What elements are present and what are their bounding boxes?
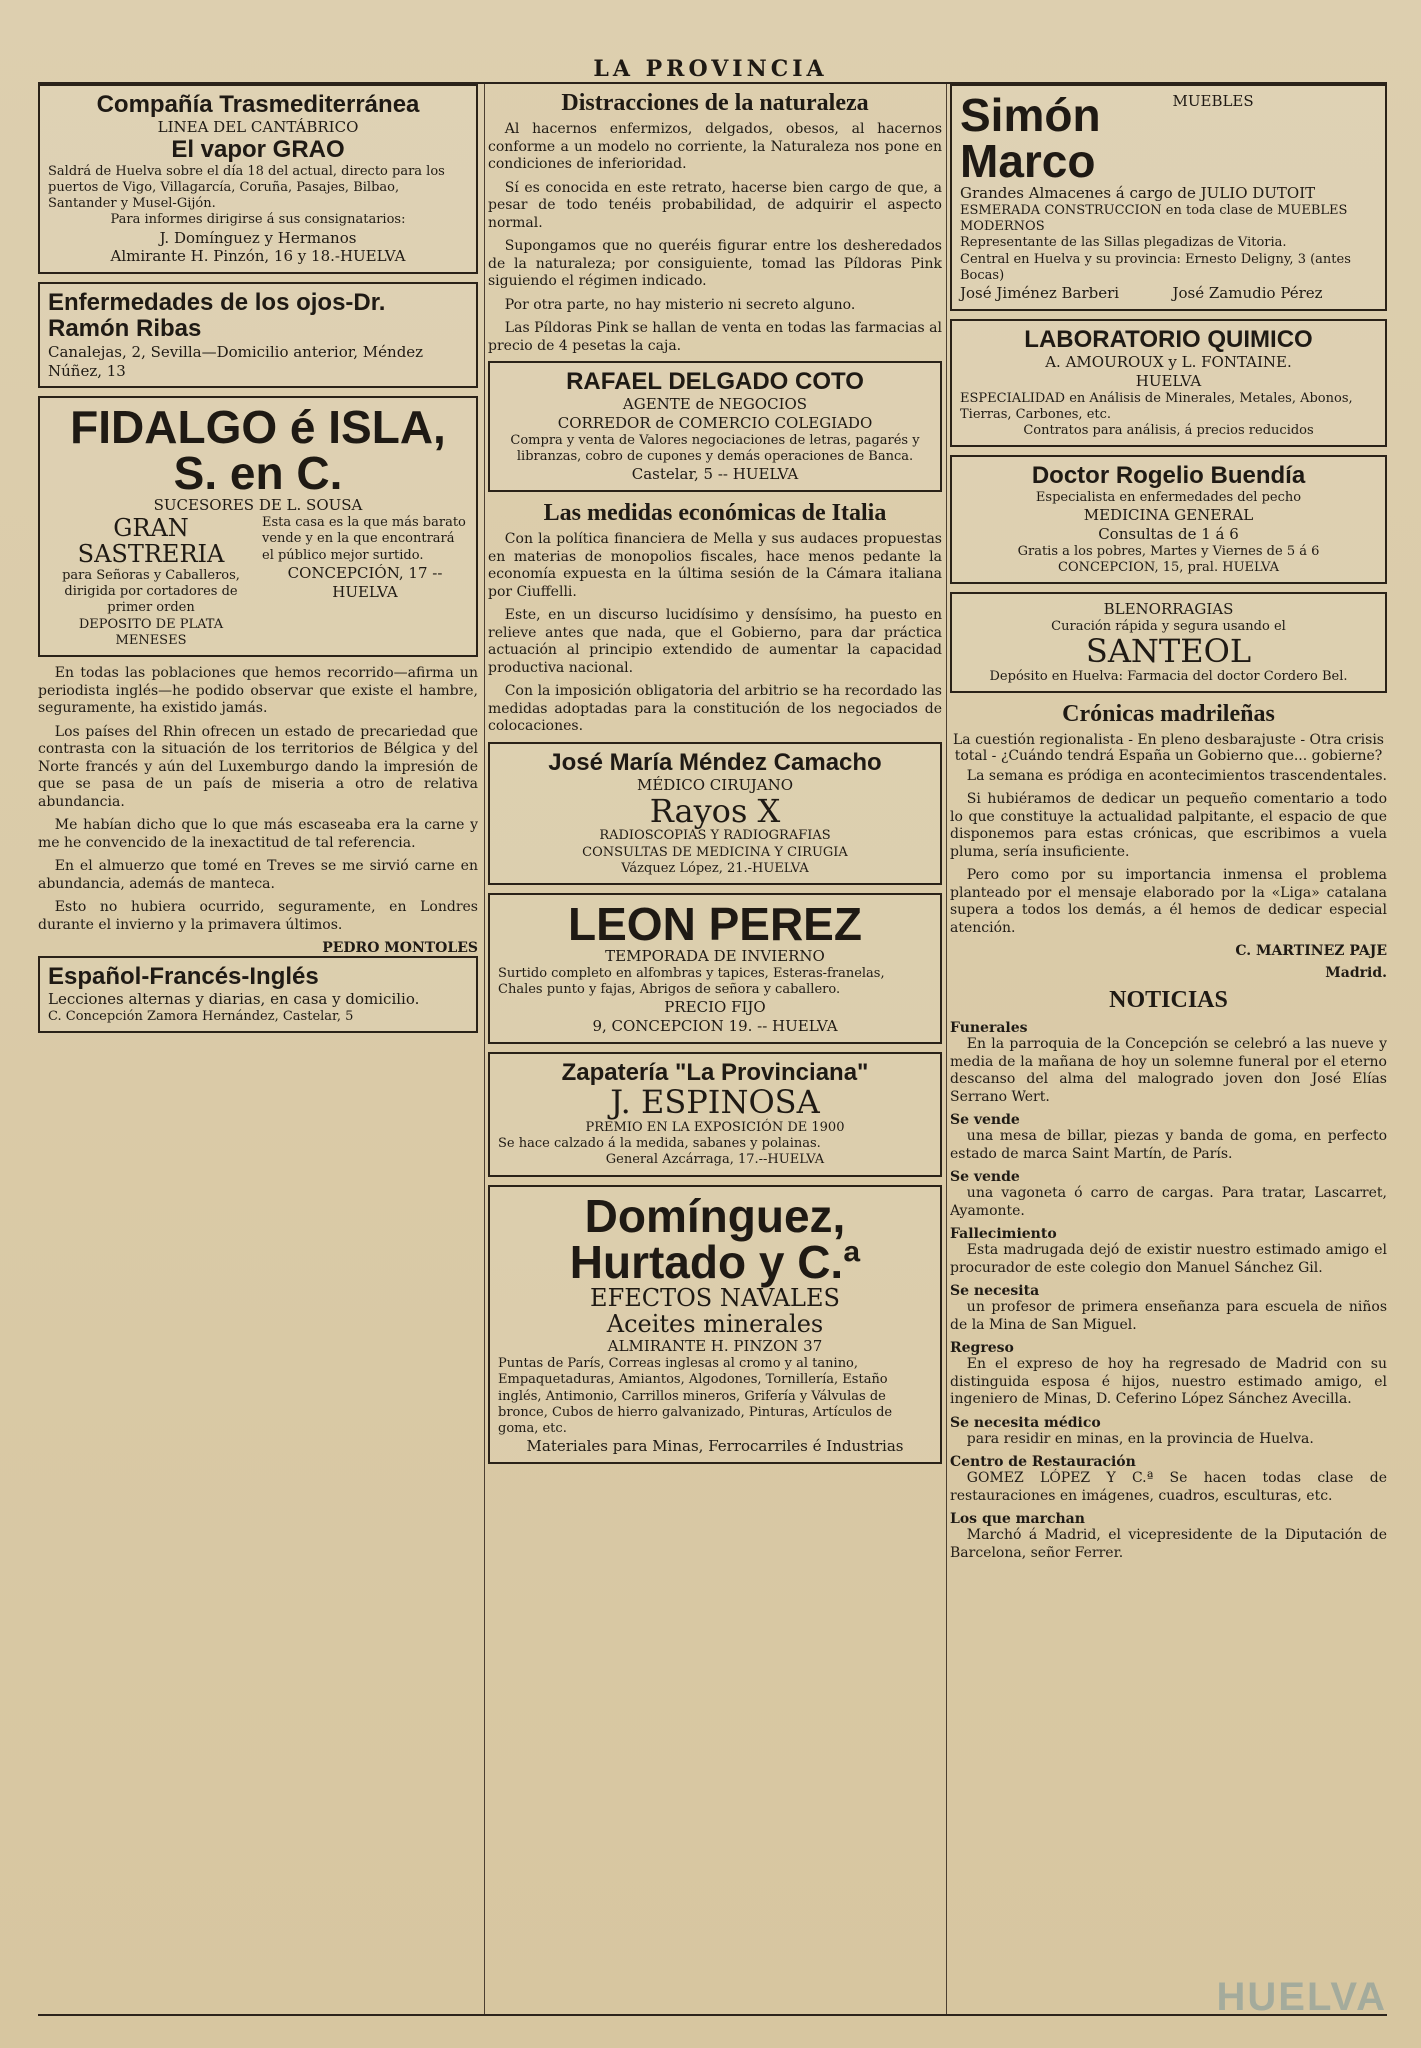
cronicas-author: C. MARTINEZ PAJE xyxy=(1235,943,1387,960)
simon-reps xyxy=(960,284,1377,303)
agent-role: AGENTE de NEGOCIOS xyxy=(622,395,808,414)
oculist-address: Canalejas, 2, Sevilla—Domicilio anterior, Méndez Núñez, 13 xyxy=(48,342,424,380)
santeol-line: Curación rápida y segura usando el xyxy=(1051,618,1286,634)
shoe-award: PREMIO EN LA EXPOSICIÓN DE 1900 xyxy=(585,1119,845,1135)
italy-title: Las medidas económicas de Italia xyxy=(543,500,887,527)
left-article-p4: En el almuerzo que tomé en Treves se me sirvió carne en abundancia, además de manteca. xyxy=(38,858,478,892)
middle-top-p1: Al hacernos enfermizos, delgados, obesos, al hacernos conforme a un modelo no corriente, la Naturaleza nos pone en condiciones de inferioridad. xyxy=(488,121,942,172)
middle-column xyxy=(488,84,942,2014)
simon-title-row xyxy=(960,89,1377,187)
noticias-section xyxy=(950,987,1387,1562)
shoe-title: Zapatería "La Provinciana" xyxy=(561,1058,869,1086)
dominguez-ad xyxy=(488,1185,942,1465)
shoe-address: General Azcárraga, 17.--HUELVA xyxy=(605,1152,825,1168)
ship-ad-vessel: El vapor GRAO xyxy=(171,136,345,164)
ship-ad xyxy=(38,84,478,274)
italy-article xyxy=(488,500,942,736)
buendia-ad xyxy=(950,455,1387,584)
noticias-text-7: GOMEZ LÓPEZ Y C.ª Se hacen todas clase de restauraciones en imágenes, cuadros, esculturas, etc. xyxy=(950,1470,1387,1504)
simon-line3: Representante de las Sillas plegadizas de Vitoria. xyxy=(960,235,1287,251)
dominguez-oils: Aceites minerales xyxy=(606,1310,824,1338)
ship-ad-agents: J. Domínguez y Hermanos xyxy=(159,228,357,247)
buendia-specialty: Especialista en enfermedades del pecho xyxy=(1035,489,1302,505)
agent-address: Castelar, 5 -- HUELVA xyxy=(631,465,799,484)
noticias-head-6: Se necesita médico xyxy=(950,1414,1101,1431)
ship-ad-title: Compañía Trasmediterránea xyxy=(96,91,420,118)
lab-names: A. AMOUROUX y L. FONTAINE. xyxy=(1045,353,1292,372)
buendia-free: Gratis a los pobres, Martes y Viernes de 5 á 6 xyxy=(1017,543,1320,559)
dominguez-footer: Materiales para Minas, Ferrocarriles é Industrias xyxy=(526,1437,904,1456)
middle-top-article xyxy=(488,90,942,355)
shoe-text: Se hace calzado á la medida, sabanes y polainas. xyxy=(498,1136,821,1152)
class-notice xyxy=(38,956,478,1033)
footer-rule xyxy=(38,2014,1387,2016)
class-notice-text: Lecciones alternas y diarias, en casa y domicilio. xyxy=(48,990,420,1009)
doctor-extra: CONSULTAS DE MEDICINA Y CIRUGIA xyxy=(582,844,848,860)
noticias-head-3: Fallecimiento xyxy=(950,1226,1057,1243)
shoe-name: J. ESPINOSA xyxy=(610,1083,820,1122)
oculist-ad xyxy=(38,282,478,388)
middle-top-p3: Supongamos que no queréis figurar entre los desheredados de la naturaleza; por consiguiente, tomad las Píldoras Pink siguiendo el régimen indicado. xyxy=(488,238,942,289)
santeol-ad xyxy=(950,592,1387,693)
noticias-head-0: Funerales xyxy=(950,1020,1028,1037)
noticias-head-2: Se vende xyxy=(950,1169,1020,1186)
tailor-side: Esta casa es la que más barato vende y en la que encontrará el público mejor surtido. xyxy=(262,515,466,563)
tailor-line1: GRAN SASTRERIA xyxy=(77,514,225,569)
oculist-title: Enfermedades de los ojos-Dr. Ramón Ribas xyxy=(48,289,386,343)
noticias-text-5: En el expreso de hoy ha regresado de Madrid con su distinguida esposa é hijos, nuestro estimado amigo, el ingeniero de Minas, D. Ceferino López Sánchez Avecilla. xyxy=(950,1356,1387,1408)
dominguez-title: Domínguez, Hurtado y C.ª xyxy=(569,1189,861,1288)
simon-line4: Central en Huelva y su provincia: Ernesto Deligny, 3 (antes Bocas) xyxy=(960,251,1351,283)
agent-ad xyxy=(488,361,942,492)
leon-price: PRECIO FIJO xyxy=(664,998,766,1017)
noticias-title: NOTICIAS xyxy=(1109,987,1228,1014)
tailor-address: CONCEPCIÓN, 17 -- HUELVA xyxy=(287,563,443,601)
left-article-p2: Los países del Rhin ofrecen un estado de precariedad que contrasta con la situación de los territorios de Bélgica y del Norte francés y aún del Luxemburgo dando la impresión de que se pasa de un país de miseria a otro de relativa abundancia. xyxy=(38,723,478,810)
watermark: HUELVA xyxy=(1216,1975,1387,2019)
doctor-name: José María Méndez Camacho xyxy=(548,748,882,776)
simon-line2: ESMERADA CONSTRUCCION en toda clase de MUEBLES MODERNOS xyxy=(960,202,1348,234)
simon-ad xyxy=(950,84,1387,311)
simon-title: Simón Marco xyxy=(960,89,1101,187)
masthead: LA PROVINCIA xyxy=(593,56,828,82)
left-article-author: PEDRO MONTOLES xyxy=(322,940,478,957)
simon-right-rep: José Zamudio Pérez xyxy=(1172,284,1323,302)
simon-left-rep: José Jiménez Barberi xyxy=(960,284,1120,302)
middle-top-p4: Por otra parte, no hay misterio ni secreto alguno. xyxy=(504,296,856,313)
leon-ad xyxy=(488,893,942,1044)
noticias-head-8: Los que marchan xyxy=(950,1511,1085,1528)
noticias-text-6: para residir en minas, en la provincia de Huelva. xyxy=(966,1430,1314,1447)
right-column xyxy=(950,84,1387,2014)
lab-city: HUELVA xyxy=(1135,371,1202,390)
dominguez-sub: EFECTOS NAVALES xyxy=(590,1283,840,1312)
tailor-split xyxy=(48,515,468,649)
tailor-title: FIDALGO é ISLA, S. en C. xyxy=(70,401,446,500)
cronicas-subtitle: La cuestión regionalista - En pleno desbarajuste - Otra crisis total - ¿Cuándo tendrá España un Gobierno que... gobierne? xyxy=(953,731,1384,764)
cronicas-p2: Si hubiéramos de dedicar un pequeño comentario a todo lo que constituye la actualidad palpitante, el espacio de que disponemos para estas crónicas, que escribimos a vuela pluma, sería insuficiente. xyxy=(950,791,1387,860)
cronicas-p3: Pero como por su importancia inmensa el problema planteado por el mensaje elaborado por la «Liga» catalana supera a todos los demás, a él hemos de dedicar especial atención. xyxy=(950,867,1387,936)
left-column xyxy=(38,84,478,2014)
santeol-title: BLENORRAGIAS xyxy=(1103,600,1234,619)
simon-tag: MUEBLES xyxy=(1172,92,1254,110)
agent-desc: Compra y venta de Valores negociaciones de letras, pagarés y libranzas, cobro de cupones y demás operaciones de Banca. xyxy=(510,432,920,465)
cronicas-title: Crónicas madrileñas xyxy=(1062,700,1275,727)
noticias-text-4: un profesor de primera enseñanza para escuela de niños de la Mina de San Miguel. xyxy=(950,1299,1387,1333)
class-notice-title: Español-Francés-Inglés xyxy=(48,963,319,991)
left-article xyxy=(38,665,478,956)
noticias-text-8: Marchó á Madrid, el vicepresidente de la Diputación de Barcelona, señor Ferrer. xyxy=(950,1527,1387,1561)
leon-title: LEON PEREZ xyxy=(568,898,862,951)
ship-ad-details: Saldrá de Huelva sobre el día 18 del actual, directo para los puertos de Vigo, Villagarcía, Coruña, Pasajes, Bilbao, Santander y Musel-Gijón. xyxy=(48,163,445,212)
ship-ad-line: LINEA DEL CANTÁBRICO xyxy=(157,118,359,137)
italy-p3: Con la imposición obligatoria del arbitrio se ha recordado las medidas adoptadas para la constitución de los negociados de colocaciones. xyxy=(488,683,942,735)
doctor-services: RADIOSCOPIAS Y RADIOGRAFIAS xyxy=(599,828,831,844)
class-notice-address: C. Concepción Zamora Hernández, Castelar, 5 xyxy=(48,1009,354,1025)
buendia-address: CONCEPCION, 15, pral. HUELVA xyxy=(1058,559,1279,575)
lab-specialty: ESPECIALIDAD en Análisis de Minerales, Metales, Abonos, Tierras, Carbones, etc. xyxy=(960,390,1353,422)
agent-line: CORREDOR de COMERCIO COLEGIADO xyxy=(557,414,873,433)
buendia-title: Doctor Rogelio Buendía xyxy=(1031,462,1306,490)
middle-top-p2: Sí es conocida en este retrato, hacerse bien cargo de que, a pesar de todo tenéis probabilidad, de adquirir el aspecto normal. xyxy=(488,179,942,231)
noticias-text-3: Esta madrugada dejó de existir nuestro estimado amigo el procurador de este colegio don Manuel Sánchez Gil. xyxy=(950,1242,1387,1276)
doctor-role: MÉDICO CIRUJANO xyxy=(636,776,793,795)
buendia-medicine: MEDICINA GENERAL xyxy=(1083,506,1254,525)
left-article-p1: En todas las poblaciones que hemos recorrido—afirma un periodista inglés—he podido observar que existe el hambre, seguramente, ha existido jamás. xyxy=(38,665,478,717)
ship-ad-address: Almirante H. Pinzón, 16 y 18.-HUELVA xyxy=(110,247,406,266)
santeol-product: SANTEOL xyxy=(1085,632,1252,671)
middle-top-p5: Las Píldoras Pink se hallan de venta en todas las farmacias al precio de 4 pesetas la caja. xyxy=(488,320,942,354)
simon-line1: Grandes Almacenes á cargo de JULIO DUTOIT xyxy=(960,184,1316,202)
shoe-ad xyxy=(488,1052,942,1177)
tailor-line2: para Señoras y Caballeros, dirigida por cortadores de primer orden xyxy=(62,567,240,616)
lab-title: LABORATORIO QUIMICO xyxy=(1024,325,1313,353)
tailor-line3: DEPOSITO DE PLATA MENESES xyxy=(78,616,224,648)
column-divider-2 xyxy=(946,84,947,2014)
rayos-title: Rayos X xyxy=(649,791,781,830)
leon-text: Surtido completo en alfombras y tapices, Esteras-franelas, Chales punto y fajas, Abrigos de señora y caballero. xyxy=(498,965,885,998)
leon-address: 9, CONCEPCION 19. -- HUELVA xyxy=(592,1017,838,1036)
italy-p2: Este, en un discurso lucidísimo y densísimo, ha puesto en relieve antes que nada, que el Gobierno, para dar práctica actuación al principio extendido de aumentar la capacidad productiva nacional. xyxy=(488,607,942,676)
dominguez-address: ALMIRANTE H. PINZON 37 xyxy=(607,1337,823,1356)
noticias-head-7: Centro de Restauración xyxy=(950,1454,1136,1471)
leon-subtitle: TEMPORADA DE INVIERNO xyxy=(605,947,825,966)
doctor-ad xyxy=(488,742,942,885)
left-article-p5: Esto no hubiera ocurrido, seguramente, en Londres durante el invierno y la primavera últimos. xyxy=(38,899,478,933)
italy-p1: Con la política financiera de Mella y sus audaces propuestas en materias de monopolios fiscales, hace menos pedante la economía expuesta en la última sesión de la Cámara italiana por Ciuffelli. xyxy=(488,531,942,600)
tailor-ad xyxy=(38,396,478,657)
tailor-subtitle: SUCESORES DE L. SOUSA xyxy=(153,496,363,515)
ship-ad-intro: Para informes dirigirse á sus consignatarios: xyxy=(110,212,406,228)
buendia-hours: Consultas de 1 á 6 xyxy=(1098,524,1239,543)
cronicas-article xyxy=(950,701,1387,982)
santeol-address: Depósito en Huelva: Farmacia del doctor Cordero Bel. xyxy=(989,668,1348,684)
noticias-head-4: Se necesita xyxy=(950,1283,1040,1300)
agent-name: RAFAEL DELGADO COTO xyxy=(566,368,864,395)
noticias-text-1: una mesa de billar, piezas y banda de goma, en perfecto estado de marca Saint Martín, de París. xyxy=(950,1128,1387,1162)
doctor-address: Vázquez López, 21.-HUELVA xyxy=(621,860,809,876)
cronicas-city: Madrid. xyxy=(1325,965,1387,982)
noticias-text-2: una vagoneta ó carro de cargas. Para tratar, Lascarret, Ayamonte. xyxy=(950,1185,1387,1219)
middle-top-title: Distracciones de la naturaleza xyxy=(561,90,869,116)
noticias-text-0: En la parroquia de la Concepción se celebró a las nueve y media de la mañana de hoy un solemne funeral por el eterno descanso del alma del malogrado joven don José Elías Serrano Wert. xyxy=(950,1036,1387,1105)
noticias-head-5: Regreso xyxy=(950,1340,1014,1357)
lab-note: Contratos para análisis, á precios reducidos xyxy=(1023,423,1314,439)
lab-ad xyxy=(950,319,1387,448)
cronicas-p1: La semana es pródiga en acontecimientos trascendentales. xyxy=(966,767,1387,784)
noticias-head-1: Se vende xyxy=(950,1112,1020,1129)
column-divider-1 xyxy=(484,84,485,2014)
dominguez-items: Puntas de París, Correas inglesas al cromo y al tanino, Empaquetaduras, Amiantos, Algodones, Tornillería, Estaño inglés, Antimonio, Carrillos mineros, Grifería y Válvulas de bronce, Cubos de hierro galvanizado, Pinturas, Artículos de goma, etc. xyxy=(498,1356,893,1437)
left-article-p3: Me habían dicho que lo que más escaseaba era la carne y me he convencido de la inexactitud de tal referencia. xyxy=(38,817,478,851)
